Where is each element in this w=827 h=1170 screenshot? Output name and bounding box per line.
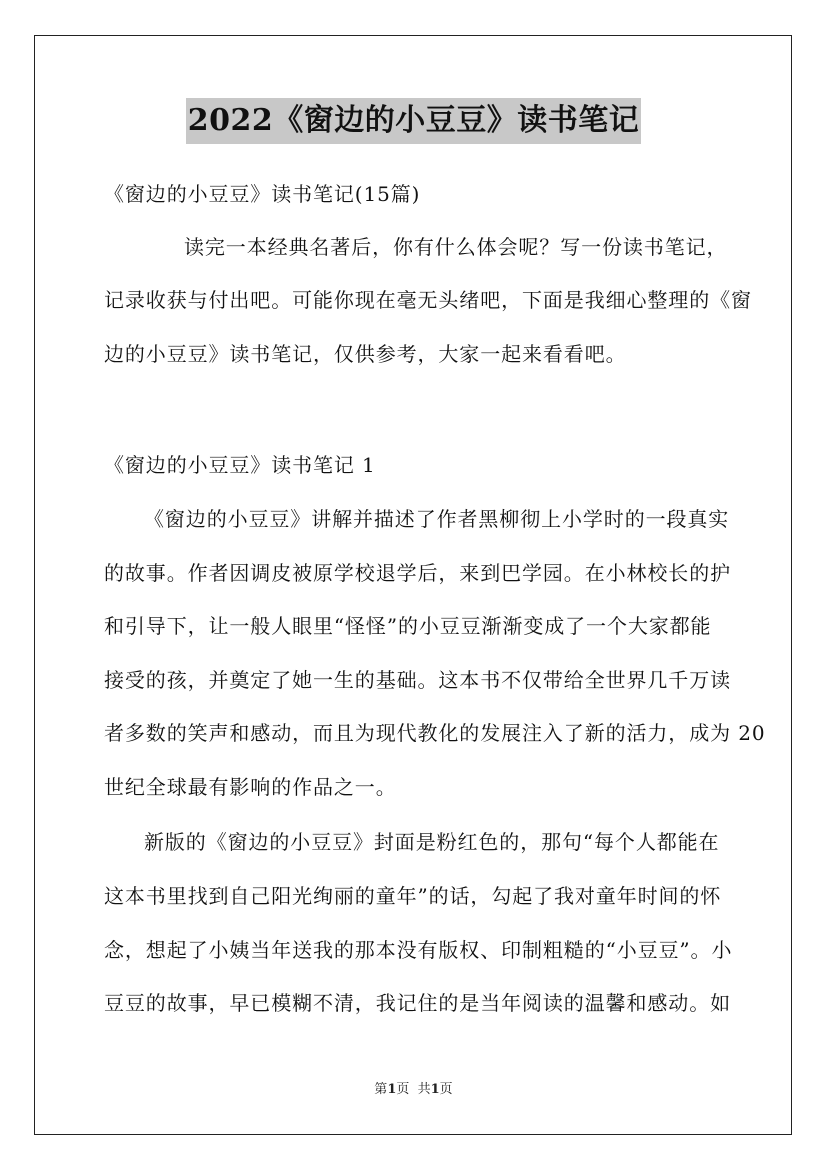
paragraph-line: 者多数的笑声和感动，而且为现代教化的发展注入了新的活力，成为 20: [104, 721, 766, 745]
page-footer: [0, 1081, 827, 1099]
footer-page-mid: 页 共: [396, 1082, 431, 1097]
document-title: 2022《窗边的小豆豆》读书笔记: [186, 98, 642, 144]
paragraph-line: 新版的《窗边的小豆豆》封面是粉红色的，那句“每个人都能在: [144, 830, 720, 854]
intro-line: 读完一本经典名著后，你有什么体会呢？写一份读书笔记，: [184, 235, 728, 259]
paragraph-line: 的故事。作者因调皮被原学校退学后，来到巴学园。在小林校长的护: [104, 561, 731, 585]
paragraph-line: 和引导下，让一般人眼里“怪怪”的小豆豆渐渐变成了一个大家都能: [104, 614, 712, 638]
paragraph-line: 《窗边的小豆豆》讲解并描述了作者黑柳彻上小学时的一段真实: [144, 507, 730, 531]
footer-page-number: 1: [387, 1082, 397, 1097]
intro-line: 记录收获与付出吧。可能你现在毫无头绪吧，下面是我细心整理的《窗: [104, 288, 752, 312]
title-container: [0, 98, 827, 144]
intro-line: 边的小豆豆》读书笔记，仅供参考，大家一起来看看吧。: [104, 342, 627, 366]
footer-page-suffix: 页: [439, 1082, 453, 1097]
section-heading: 《窗边的小豆豆》读书笔记 1: [104, 453, 376, 477]
paragraph-line: 这本书里找到自己阳光绚丽的童年”的话，勾起了我对童年时间的怀: [104, 884, 722, 908]
footer-page-prefix: 第: [374, 1082, 388, 1097]
footer-page-total: 1: [430, 1082, 440, 1097]
paragraph-line: 豆豆的故事，早已模糊不清，我记住的是当年阅读的温馨和感动。如: [104, 991, 731, 1015]
paragraph-line: 世纪全球最有影响的作品之一。: [104, 775, 397, 799]
document-subtitle: 《窗边的小豆豆》读书笔记(15篇): [104, 182, 421, 206]
paragraph-line: 接受的孩，并奠定了她一生的基础。这本书不仅带给全世界几千万读: [104, 668, 731, 692]
paragraph-line: 念，想起了小姨当年送我的那本没有版权、印制粗糙的“小豆豆”。小: [104, 938, 733, 962]
